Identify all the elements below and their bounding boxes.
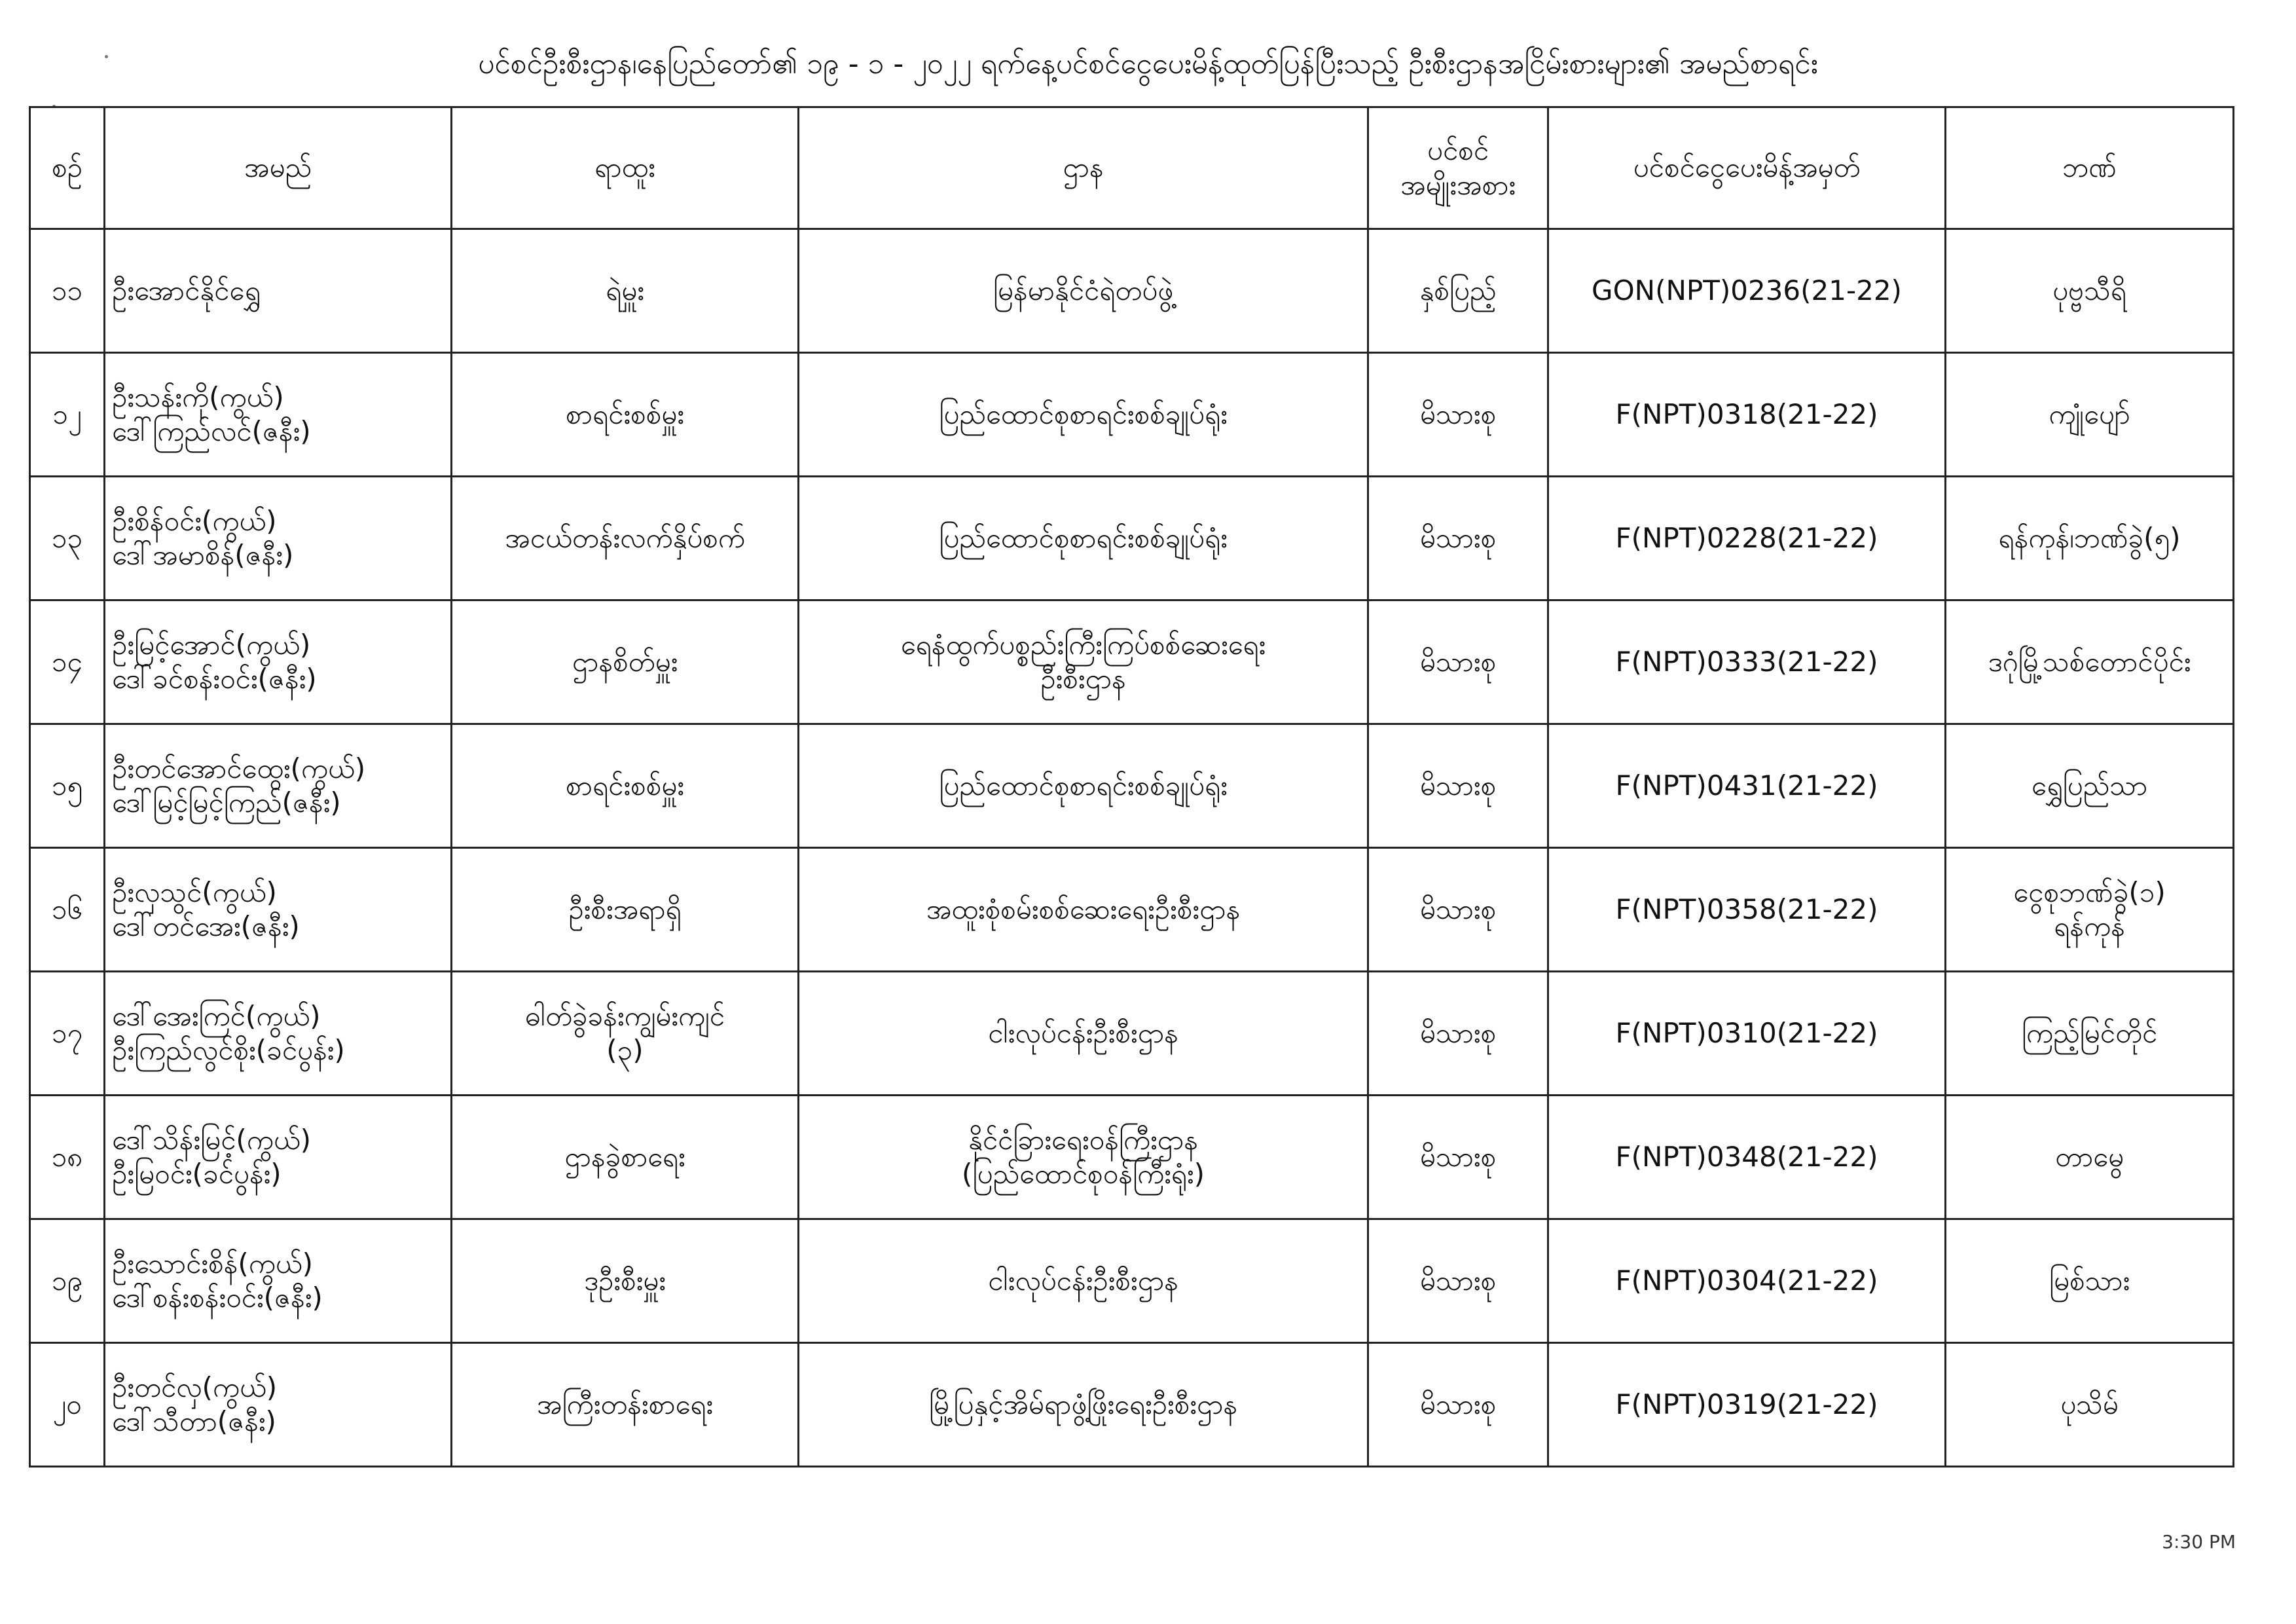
name-line1: ဒေါ်သိန်းမြင့်(ကွယ်): [112, 1123, 312, 1156]
name-line2: ဒေါ်ခင်စန်းဝင်း(ဇနီး): [112, 663, 317, 695]
cell-no: ၁၂: [30, 353, 105, 477]
cell-rank: [452, 972, 799, 1096]
col-header-pension-type-line2: အမျိုးအစား: [1400, 168, 1516, 201]
name-line2: ဒေါ်အမာစိန်(ဇနီး): [112, 539, 294, 571]
col-header-pension-type-line1: ပင်စင်: [1427, 134, 1489, 166]
cell-rank: [452, 353, 799, 477]
name-line2: ဦးကြည်လွင်စိုး(ခင်ပွန်း): [112, 1034, 345, 1066]
col-header-order-number: ပင်စင်ငွေပေးမိန့်အမှတ်: [1548, 107, 1946, 229]
cell-pension-type: မိသားစု: [1368, 972, 1548, 1096]
cell-department: [799, 1219, 1368, 1343]
dept-line1: ပြည်ထောင်စုစာရင်းစစ်ချုပ်ရုံး: [939, 397, 1228, 430]
bank-line1: ငွေစုဘဏ်ခွဲ(၁): [2013, 876, 2166, 908]
cell-name: [105, 1096, 452, 1219]
bank-line1: ပုဗ္ဗသီရိ: [2052, 274, 2126, 306]
table-row: [30, 848, 2234, 972]
rank-line2: (၃): [606, 1034, 644, 1066]
cell-bank: [1946, 600, 2234, 724]
cell-name: [105, 1219, 452, 1343]
cell-bank: [1946, 848, 2234, 972]
dept-line1: မြို့ပြနှင့်အိမ်ရာဖွံ့ဖြိုးရေးဦးစီးဌာန: [928, 1388, 1238, 1420]
cell-rank: [452, 1096, 799, 1219]
name-line1: ဦးသန်းကို(ကွယ်): [112, 380, 284, 413]
cell-no: ၁၁: [30, 229, 105, 353]
cell-department: [799, 353, 1368, 477]
cell-order-number: F(NPT)0304(21-22): [1548, 1219, 1946, 1343]
rank-line1: စာရင်းစစ်မှူး: [566, 769, 684, 802]
cell-name: [105, 724, 452, 848]
name-line1: ဦးစိန်ဝင်း(ကွယ်): [112, 504, 277, 537]
cell-department: [799, 477, 1368, 600]
dept-line1: နိုင်ငံခြားရေးဝန်ကြီးဌာန: [968, 1123, 1198, 1156]
cell-rank: [452, 229, 799, 353]
cell-name: [105, 353, 452, 477]
table-row: [30, 1219, 2234, 1343]
cell-order-number: F(NPT)0348(21-22): [1548, 1096, 1946, 1219]
cell-bank: [1946, 972, 2234, 1096]
cell-no: ၁၈: [30, 1096, 105, 1219]
name-line1: ဦးလှသွင်(ကွယ်): [112, 876, 277, 908]
cell-pension-type: မိသားစု: [1368, 724, 1548, 848]
cell-order-number: F(NPT)0333(21-22): [1548, 600, 1946, 724]
rank-line1: အကြီးတန်းစာရေး: [536, 1388, 714, 1420]
name-line1: ဦးအောင်နိုင်ရွှေ: [112, 274, 261, 306]
cell-no: ၁၃: [30, 477, 105, 600]
table-row: [30, 477, 2234, 600]
cell-pension-type: မိသားစု: [1368, 1096, 1548, 1219]
page-title: ပင်စင်ဦးစီးဌာန၊နေပြည်တော်၏ ၁၉ - ၁ - ၂၀၂၂ ရက်နေ့ပင်စင်ငွေပေးမိန့်ထုတ်ပြန်ပြီးသည့် ဦးစီးဌာနအငြိမ်းစားများ၏ အမည်စာရင်း: [478, 47, 1818, 81]
rank-line1: စာရင်းစစ်မှူး: [566, 397, 684, 430]
cell-order-number: F(NPT)0318(21-22): [1548, 353, 1946, 477]
timestamp: 3:30 PM: [2162, 1531, 2236, 1553]
dept-line1: မြန်မာနိုင်ငံရဲတပ်ဖွဲ့: [993, 274, 1174, 306]
table-row: [30, 600, 2234, 724]
rank-line1: ဌာနစိတ်မှူး: [572, 645, 678, 678]
cell-bank: [1946, 1096, 2234, 1219]
cell-order-number: F(NPT)0358(21-22): [1548, 848, 1946, 972]
cell-no: ၁၅: [30, 724, 105, 848]
cell-name: [105, 848, 452, 972]
cell-pension-type: မိသားစု: [1368, 1343, 1548, 1467]
cell-department: [799, 972, 1368, 1096]
table-row: [30, 724, 2234, 848]
name-line2: ဒေါ်စန်းစန်းဝင်း(ဇနီး): [112, 1282, 323, 1314]
cell-department: [799, 229, 1368, 353]
cell-rank: [452, 477, 799, 600]
cell-department: [799, 600, 1368, 724]
cell-no: ၂၀: [30, 1343, 105, 1467]
dept-line1: ရေနံထွက်ပစ္စည်းကြီးကြပ်စစ်ဆေးရေး: [900, 628, 1266, 661]
cell-no: ၁၉: [30, 1219, 105, 1343]
dept-line1: ပြည်ထောင်စုစာရင်းစစ်ချုပ်ရုံး: [939, 521, 1228, 554]
cell-department: [799, 1343, 1368, 1467]
col-header-rank: ရာထူး: [452, 107, 799, 229]
dept-line2: ဦးစီးဌာန: [1040, 663, 1126, 695]
cell-rank: [452, 848, 799, 972]
dept-line1: ငါးလုပ်ငန်းဦးစီးဌာန: [988, 1264, 1178, 1297]
cell-department: [799, 848, 1368, 972]
col-header-bank: ဘဏ်: [1946, 107, 2234, 229]
name-line2: ဒေါ်သီတာ(ဇနီး): [112, 1405, 276, 1437]
rank-line1: ဒုဦးစီးမှူး: [584, 1264, 666, 1297]
table-row: [30, 353, 2234, 477]
cell-name: [105, 477, 452, 600]
cell-pension-type: မိသားစု: [1368, 848, 1548, 972]
cell-order-number: GON(NPT)0236(21-22): [1548, 229, 1946, 353]
pension-list-table: [29, 106, 2234, 1467]
cell-name: [105, 600, 452, 724]
bank-line1: ကြည့်မြင်တိုင်: [2021, 1016, 2158, 1049]
cell-department: [799, 1096, 1368, 1219]
cell-order-number: F(NPT)0310(21-22): [1548, 972, 1946, 1096]
name-line2: ဒေါ်မြင့်မြင့်ကြည်(ဇနီး): [112, 786, 341, 819]
cell-no: ၁၆: [30, 848, 105, 972]
cell-name: [105, 229, 452, 353]
table-row: [30, 1343, 2234, 1467]
cell-bank: [1946, 477, 2234, 600]
table-row: [30, 972, 2234, 1096]
bank-line1: ကျုံပျော်: [2049, 397, 2130, 430]
cell-name: [105, 1343, 452, 1467]
cell-bank: [1946, 1219, 2234, 1343]
name-line1: ဦးသောင်းစိန်(ကွယ်): [112, 1247, 313, 1280]
dept-line1: အထူးစုံစမ်းစစ်ဆေးရေးဦးစီးဌာန: [926, 893, 1241, 925]
cell-pension-type: မိသားစု: [1368, 353, 1548, 477]
name-line2: ဦးမြဝင်း(ခင်ပွန်း): [112, 1158, 282, 1190]
cell-department: [799, 724, 1368, 848]
name-line1: ဦးတင်လှ(ကွယ်): [112, 1371, 278, 1403]
bank-line2: ရန်ကုန်: [2054, 910, 2125, 942]
col-header-name: အမည်: [105, 107, 452, 229]
table-row: [30, 1096, 2234, 1219]
bank-line1: တာမွေ: [2055, 1140, 2124, 1173]
cell-bank: [1946, 353, 2234, 477]
table-row: [30, 229, 2234, 353]
cell-rank: [452, 1343, 799, 1467]
col-header-no: စဉ်: [30, 107, 105, 229]
cell-bank: [1946, 1343, 2234, 1467]
col-header-pension-type: [1368, 107, 1548, 229]
table-body: [30, 229, 2234, 1467]
dept-line1: ငါးလုပ်ငန်းဦးစီးဌာန: [988, 1016, 1178, 1049]
cell-order-number: F(NPT)0319(21-22): [1548, 1343, 1946, 1467]
cell-name: [105, 972, 452, 1096]
name-line2: ဒေါ်ကြည်လင်(ဇနီး): [112, 415, 311, 447]
cell-pension-type: နှစ်ပြည့်: [1368, 229, 1548, 353]
cell-pension-type: မိသားစု: [1368, 477, 1548, 600]
dept-line1: ပြည်ထောင်စုစာရင်းစစ်ချုပ်ရုံး: [939, 769, 1228, 802]
bank-line1: မြစ်သား: [2049, 1264, 2130, 1297]
bank-line1: ရွှေပြည်သာ: [2031, 769, 2148, 802]
bank-line1: ပုသိမ်: [2060, 1388, 2119, 1420]
cell-pension-type: မိသားစု: [1368, 1219, 1548, 1343]
cell-bank: [1946, 229, 2234, 353]
cell-rank: [452, 724, 799, 848]
name-line1: ဦးတင်အောင်ထွေး(ကွယ်): [112, 752, 366, 784]
rank-line1: ရဲမှူး: [606, 274, 644, 306]
cell-rank: [452, 600, 799, 724]
rank-line1: ဌာနခွဲစာရေး: [564, 1140, 685, 1173]
table-header-row: [30, 107, 2234, 229]
bank-line1: ရန်ကုန်၊ဘဏ်ခွဲ(၅): [1998, 521, 2181, 554]
cell-no: ၁၇: [30, 972, 105, 1096]
name-line1: ဒေါ်အေးကြင်(ကွယ်): [112, 999, 321, 1032]
col-header-department: ဌာန: [799, 107, 1368, 229]
cell-order-number: F(NPT)0228(21-22): [1548, 477, 1946, 600]
cell-rank: [452, 1219, 799, 1343]
dept-line2: (ပြည်ထောင်စုဝန်ကြီးရုံး): [962, 1158, 1205, 1190]
cell-bank: [1946, 724, 2234, 848]
rank-line1: ဓါတ်ခွဲခန်းကျွမ်းကျင်: [525, 999, 725, 1032]
rank-line1: အငယ်တန်းလက်နှိပ်စက်: [505, 521, 745, 554]
rank-line1: ဦးစီးအရာရှိ: [568, 893, 682, 925]
cell-pension-type: မိသားစု: [1368, 600, 1548, 724]
name-line2: ဒေါ်တင်အေး(ဇနီး): [112, 910, 300, 942]
bank-line1: ဒဂုံမြို့သစ်တောင်ပိုင်း: [1988, 645, 2191, 678]
cell-order-number: F(NPT)0431(21-22): [1548, 724, 1946, 848]
name-line1: ဦးမြင့်အောင်(ကွယ်): [112, 628, 311, 661]
cell-no: ၁၄: [30, 600, 105, 724]
